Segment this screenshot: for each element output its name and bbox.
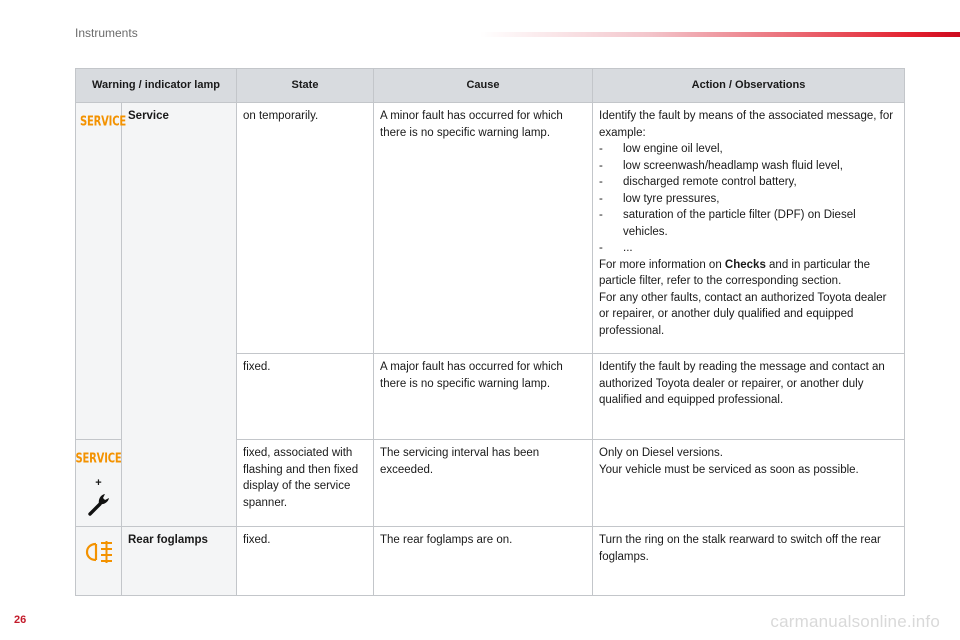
spanner-icon — [86, 491, 112, 517]
lamp-name-rear-foglamps: Rear foglamps — [122, 527, 237, 596]
list-item: - saturation of the particle filter (DPF) on Diesel vehicles. — [599, 209, 856, 238]
cause-cell: A major fault has occurred for which there is no specific warning lamp. — [374, 354, 593, 440]
header-accent-line — [480, 32, 960, 37]
action-more: For more information on Checks and in particular the particle filter, refer to the corresponding section. — [599, 258, 871, 287]
warning-lamp-table — [75, 68, 905, 596]
fault-list — [599, 141, 898, 257]
service-spanner-icon-cell — [76, 440, 122, 527]
header-cause: Cause — [374, 69, 593, 103]
state-cell: fixed. — [237, 527, 374, 596]
list-item: - low tyre pressures, — [599, 192, 720, 205]
page-number: 26 — [14, 614, 27, 626]
service-warning-icon: SERVICE — [80, 114, 126, 130]
state-cell: fixed. — [237, 354, 374, 440]
cause-cell: The servicing interval has been exceeded. — [374, 440, 593, 527]
action-cell: Turn the ring on the stalk rearward to switch off the rear foglamps. — [593, 527, 905, 596]
service-warning-icon: SERVICE — [75, 451, 122, 467]
action-cell: Identify the fault by reading the message and contact an authorized Toyota dealer or repairer, or another duly qualified and equipped professional. — [593, 354, 905, 440]
service-icon-cell — [76, 103, 126, 440]
section-title: Instruments — [75, 26, 138, 40]
plus-sign: + — [95, 476, 102, 489]
action-line: Only on Diesel versions. — [599, 447, 723, 459]
list-item: - low engine oil level, — [599, 143, 723, 155]
action-line: Your vehicle must be serviced as soon as possible. — [599, 463, 859, 476]
table-header-row — [76, 69, 905, 103]
list-item: - low screenwash/headlamp wash fluid level, — [599, 159, 843, 172]
header-lamp: Warning / indicator lamp — [76, 69, 237, 103]
table-row — [76, 527, 905, 596]
foglamp-icon-cell — [76, 527, 122, 596]
state-cell: fixed, associated with flashing and then fixed display of the service spanner. — [237, 440, 374, 527]
header-state: State — [237, 69, 374, 103]
rear-foglamp-icon — [82, 539, 116, 565]
action-cell — [593, 103, 905, 354]
state-cell: on temporarily. — [237, 103, 374, 354]
lamp-name-service: Service — [122, 103, 237, 527]
watermark: carmanualsonline.info — [770, 612, 940, 631]
cause-cell: The rear foglamps are on. — [374, 527, 593, 596]
cause-cell: A minor fault has occurred for which there is no specific warning lamp. — [374, 103, 593, 354]
action-outro: For any other faults, contact an authorized Toyota dealer or repairer, or another duly qualified and equipped professional. — [599, 291, 887, 337]
action-cell — [593, 440, 905, 527]
header-action: Action / Observations — [593, 69, 905, 103]
list-item: - discharged remote control battery, — [599, 176, 797, 188]
list-item: - ... — [599, 242, 633, 254]
action-intro: Identify the fault by means of the associated message, for example: — [599, 110, 894, 139]
table-row — [76, 103, 905, 354]
